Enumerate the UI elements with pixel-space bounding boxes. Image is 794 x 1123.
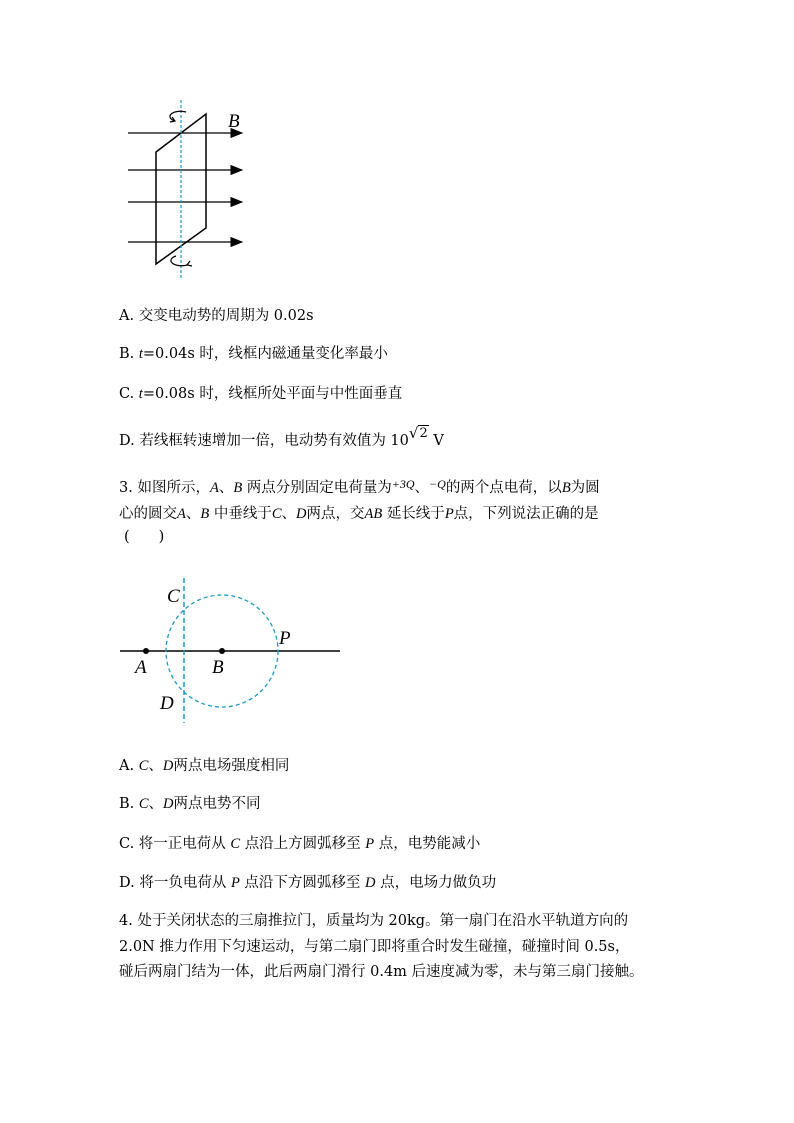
answer-bracket: ( ) <box>124 529 165 545</box>
option-a: A. 交变电动势的周期为 0.02s <box>119 308 314 324</box>
option-d: D. 若线框转速增加一倍，电动势有效值为 10√2 V <box>119 430 444 452</box>
label-b: B <box>212 657 224 678</box>
label-p: P <box>279 628 291 649</box>
rotation-arrow-icon <box>170 111 186 121</box>
charges-circle-figure <box>110 578 350 738</box>
q3-option-b: B. C、D两点电势不同 <box>119 796 261 812</box>
field-label-b: B <box>228 111 240 132</box>
label-d: D <box>160 693 174 714</box>
rotation-arrow-icon <box>171 256 187 266</box>
label-c: C <box>167 586 180 607</box>
q3-option-d: D. 将一负电荷从 P 点沿下方圆弧移至 D 点，电场力做负功 <box>119 875 497 891</box>
label-a: A <box>135 657 147 678</box>
question-4-line-1: 4. 处于关闭状态的三扇推拉门，质量均为 20kg。第一扇门在沿水平轨道方向的 <box>119 913 629 929</box>
question-4-line-3: 碰后两扇门结为一体，此后两扇门滑行 0.4m 后速度减为零，未与第三扇门接触。 <box>119 964 644 980</box>
point-a <box>143 648 149 654</box>
sqrt-expression: √2 <box>408 424 428 442</box>
point-b <box>219 648 225 654</box>
rotating-frame-figure <box>120 100 260 280</box>
option-b: B. t=0.04s 时，线框内磁通量变化率最小 <box>119 346 388 362</box>
option-c: C. t=0.08s 时，线框所处平面与中性面垂直 <box>119 386 403 402</box>
q3-option-a: A. C、D两点电场强度相同 <box>119 758 290 774</box>
q3-option-c: C. 将一正电荷从 C 点沿上方圆弧移至 P 点，电势能减小 <box>119 836 481 852</box>
question-3-line-1: 3. 如图所示，A、B 两点分别固定电荷量为$^{+3Q}$、$^{-Q}$的两个点电荷，以B为圆 <box>119 477 600 496</box>
question-4-line-2: 2.0N 推力作用下匀速运动，与第二扇门即将重合时发生碰撞，碰撞时间 0.5s， <box>119 939 630 955</box>
question-3-line-2: 心的圆交A、B 中垂线于C、D两点，交AB 延长线于P点，下列说法正确的是 <box>119 506 599 522</box>
